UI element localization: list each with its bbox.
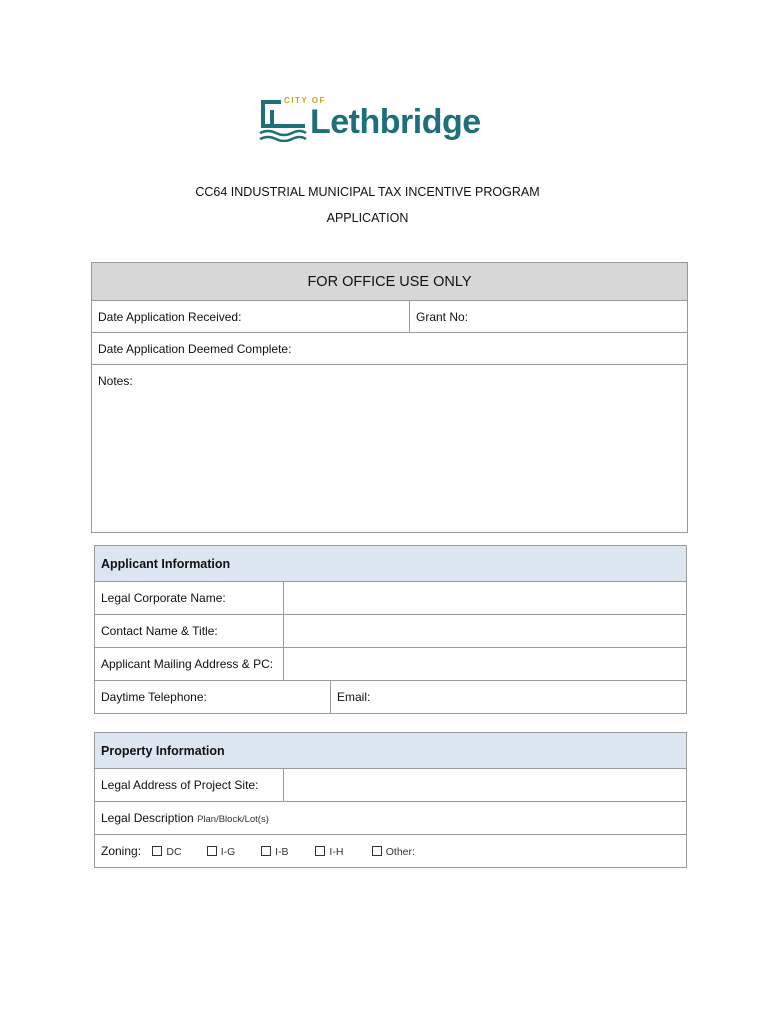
grant-no-field[interactable] — [410, 301, 688, 333]
date-complete-label: Date Application Deemed Complete: — [98, 341, 292, 356]
legal-address-input[interactable] — [284, 769, 687, 802]
city-logo — [258, 96, 481, 148]
mailing-address-label: Applicant Mailing Address & PC: — [95, 648, 284, 681]
applicant-info-heading: Applicant Information — [95, 546, 687, 582]
zoning-option-i-g[interactable]: I-G — [207, 846, 258, 858]
zoning-label: Zoning: — [101, 844, 142, 858]
applicant-info-table — [94, 545, 687, 714]
email-field[interactable] — [331, 681, 687, 714]
zoning-option-i-b[interactable]: I-B — [261, 846, 312, 858]
zoning-option-dc[interactable]: DC — [152, 846, 203, 858]
zoning-option-i-h[interactable]: I-H — [315, 846, 368, 858]
logo-small-text: CITY OF — [284, 96, 326, 105]
grant-no-label: Grant No: — [416, 309, 469, 324]
checkbox-icon[interactable] — [261, 846, 271, 856]
form-subtitle: APPLICATION — [326, 211, 409, 225]
logo-wordmark: Lethbridge — [310, 103, 481, 141]
form-title: CC64 INDUSTRIAL MUNICIPAL TAX INCENTIVE PROGRAM — [195, 185, 540, 199]
zoning-row — [95, 835, 687, 868]
property-info-heading: Property Information — [95, 733, 687, 769]
date-received-field[interactable] — [92, 301, 410, 333]
legal-description-label: Legal Description — [101, 811, 194, 825]
email-label: Email: — [337, 690, 371, 704]
checkbox-icon[interactable] — [372, 846, 382, 856]
checkbox-icon[interactable] — [207, 846, 217, 856]
notes-field[interactable] — [92, 365, 688, 533]
office-use-table — [91, 262, 688, 533]
legal-description-field[interactable] — [95, 802, 687, 835]
property-info-table — [94, 732, 687, 868]
contact-input[interactable] — [284, 615, 687, 648]
legal-description-hint: Plan/Block/Lot(s) — [197, 814, 269, 825]
telephone-field[interactable] — [95, 681, 331, 714]
zoning-option-other[interactable]: Other: — [372, 846, 415, 858]
legal-name-label: Legal Corporate Name: — [95, 582, 284, 615]
contact-label: Contact Name & Title: — [95, 615, 284, 648]
notes-label: Notes: — [98, 374, 133, 388]
office-use-heading: FOR OFFICE USE ONLY — [92, 263, 688, 301]
date-received-label: Date Application Received: — [98, 309, 242, 324]
date-complete-field[interactable] — [92, 333, 688, 365]
telephone-label: Daytime Telephone: — [101, 690, 207, 704]
mailing-address-input[interactable] — [284, 648, 687, 681]
checkbox-icon[interactable] — [152, 846, 162, 856]
checkbox-icon[interactable] — [315, 846, 325, 856]
legal-address-label: Legal Address of Project Site: — [95, 769, 284, 802]
legal-name-input[interactable] — [284, 582, 687, 615]
